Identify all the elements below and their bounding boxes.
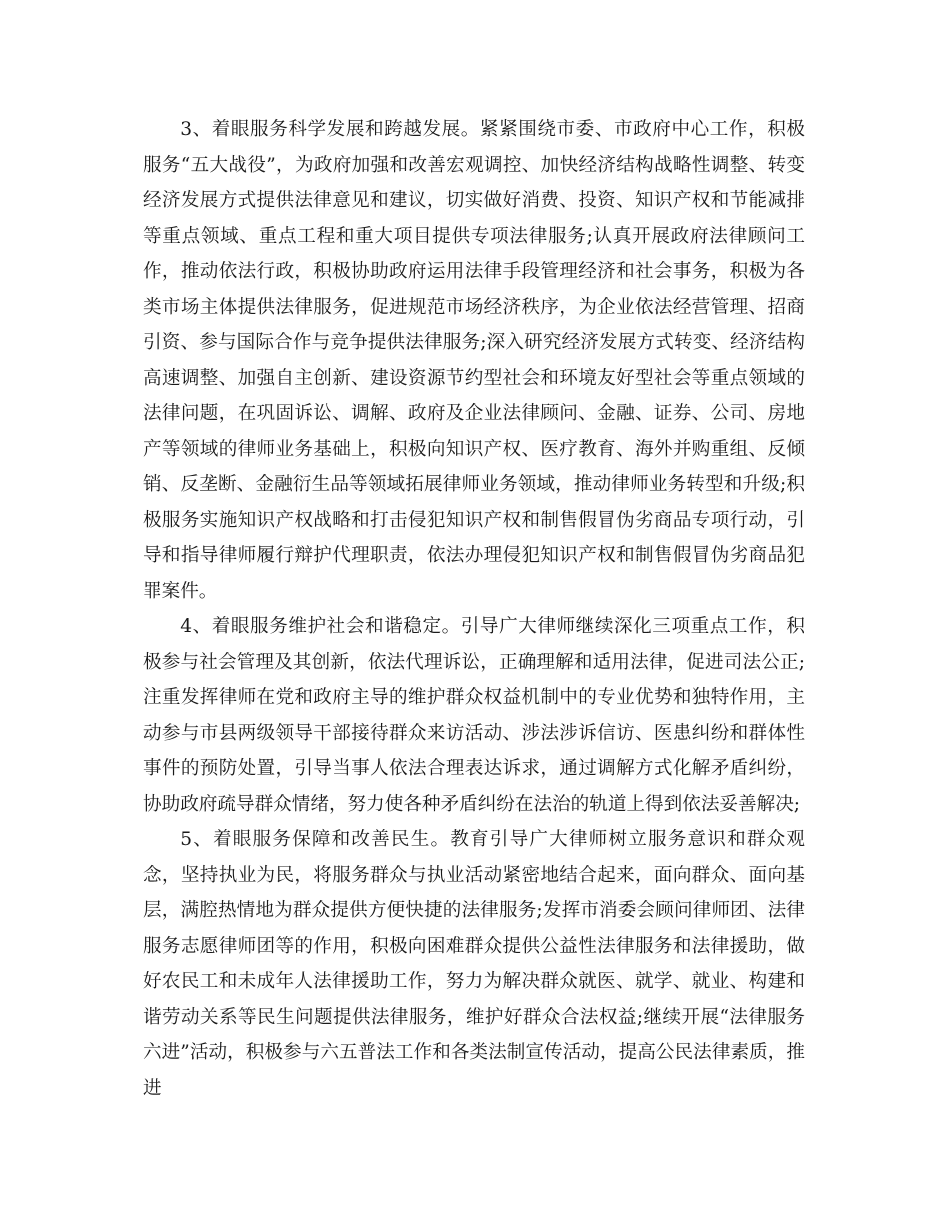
paragraph-4: 4、着眼服务维护社会和谐稳定。引导广大律师继续深化三项重点工作，积极参与社会管理及其创新，依法代理诉讼，正确理解和适用法律，促进司法公正;注重发挥律师在党和政府主导的维护群众权益机制中的专业优势和独特作用，主动参与市县两级领导干部接待群众来访活动、涉法涉诉信访、医患纠纷和群体性事件的预防处置，引导当事人依法合理表达诉求，通过调解方式化解矛盾纠纷，协助政府疏导群众情绪，努力使各种矛盾纠纷在法治的轨道上得到依法妥善解决; xyxy=(143,616,805,815)
document-body xyxy=(143,112,805,1106)
paragraph-3: 3、着眼服务科学发展和跨越发展。紧紧围绕市委、市政府中心工作，积极服务“五大战役”，为政府加强和改善宏观调控、加快经济结构战略性调整、转变经济发展方式提供法律意见和建议，切实做好消费、投资、知识产权和节能减排等重点领域、重点工程和重大项目提供专项法律服务;认真开展政府法律顾问工作，推动依法行政，积极协助政府运用法律手段管理经济和社会事务，积极为各类市场主体提供法律服务，促进规范市场经济秩序，为企业依法经营管理、招商引资、参与国际合作与竞争提供法律服务;深入研究经济发展方式转变、经济结构高速调整、加强自主创新、建设资源节约型社会和环境友好型社会等重点领域的法律问题，在巩固诉讼、调解、政府及企业法律顾问、金融、证券、公司、房地产等领域的律师业务基础上，积极向知识产权、医疗教育、海外并购重组、反倾销、反垄断、金融衍生品等领域拓展律师业务领域，推动律师业务转型和升级;积极服务实施知识产权战略和打击侵犯知识产权和制售假冒伪劣商品专项行动，引导和指导律师履行辩护代理职责，依法办理侵犯知识产权和制售假冒伪劣商品犯罪案件。 xyxy=(143,119,805,602)
paragraph-5: 5、着眼服务保障和改善民生。教育引导广大律师树立服务意识和群众观念，坚持执业为民，将服务群众与执业活动紧密地结合起来，面向群众、面向基层，满腔热情地为群众提供方便快捷的法律服务;发挥市消委会顾问律师团、法律服务志愿律师团等的作用，积极向困难群众提供公益性法律服务和法律援助，做好农民工和未成年人法律援助工作，努力为解决群众就医、就学、就业、构建和谐劳动关系等民生问题提供法律服务，维护好群众合法权益;继续开展“法律服务六进”活动，积极参与六五普法工作和各类法制宣传活动，提高公民法律素质，推进 xyxy=(143,829,805,1099)
